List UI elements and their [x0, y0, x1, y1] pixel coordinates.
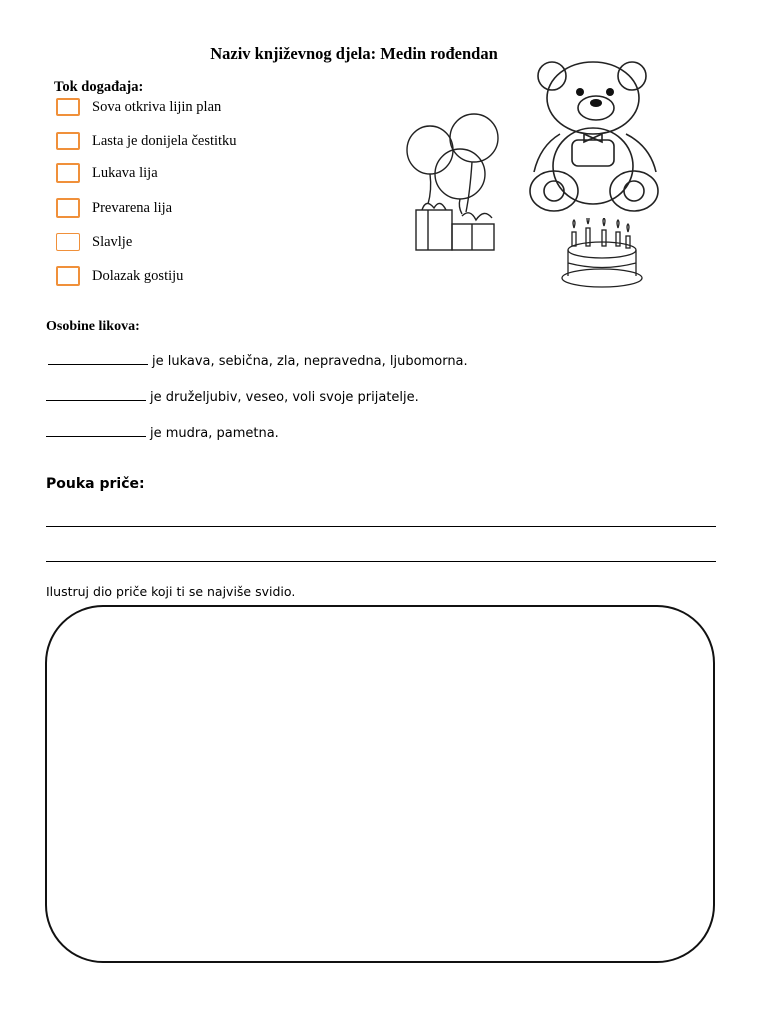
character-name-blank[interactable]	[46, 388, 146, 401]
trait-line	[46, 388, 419, 405]
event-item	[56, 96, 221, 118]
events-heading: Tok događaja:	[54, 79, 144, 95]
worksheet-title: Naziv književnog djela: Medin rođendan	[210, 44, 498, 63]
event-item	[56, 130, 237, 152]
event-label: Lasta je donijela čestitku	[92, 132, 237, 149]
moral-heading: Pouka priče:	[46, 476, 145, 492]
event-item	[56, 197, 172, 219]
event-label: Slavlje	[92, 233, 133, 250]
event-checkbox[interactable]	[56, 163, 80, 183]
traits-heading: Osobine likova:	[46, 319, 140, 334]
moral-answer-line[interactable]	[46, 561, 716, 562]
character-name-blank[interactable]	[46, 424, 146, 437]
event-item	[56, 231, 132, 253]
teddy-bear-illustration	[520, 56, 670, 218]
illustration-drawing-box[interactable]	[45, 605, 715, 963]
event-label: Lukava lija	[92, 164, 158, 181]
event-checkbox[interactable]	[56, 98, 80, 116]
event-checkbox[interactable]	[56, 198, 80, 218]
trait-text: je mudra, pametna.	[150, 426, 279, 441]
moral-answer-line[interactable]	[46, 526, 716, 527]
event-item	[56, 162, 158, 184]
event-label: Dolazak gostiju	[92, 267, 184, 284]
event-item	[56, 265, 183, 287]
trait-text: je lukava, sebična, zla, nepravedna, ljubomorna.	[152, 354, 468, 369]
balloons-gifts-illustration	[400, 112, 505, 257]
event-checkbox[interactable]	[56, 132, 80, 150]
trait-line	[48, 352, 468, 369]
event-checkbox[interactable]	[56, 266, 80, 286]
trait-line	[46, 424, 279, 441]
illustrate-instruction: Ilustruj dio priče koji ti se najviše svidio.	[46, 584, 296, 599]
event-label: Prevarena lija	[92, 199, 173, 216]
trait-text: je druželjubiv, veseo, voli svoje prijatelje.	[150, 390, 419, 405]
birthday-cake-illustration	[560, 218, 644, 292]
character-name-blank[interactable]	[48, 352, 148, 365]
event-checkbox[interactable]	[56, 233, 80, 251]
event-label: Sova otkriva lijin plan	[92, 98, 222, 115]
